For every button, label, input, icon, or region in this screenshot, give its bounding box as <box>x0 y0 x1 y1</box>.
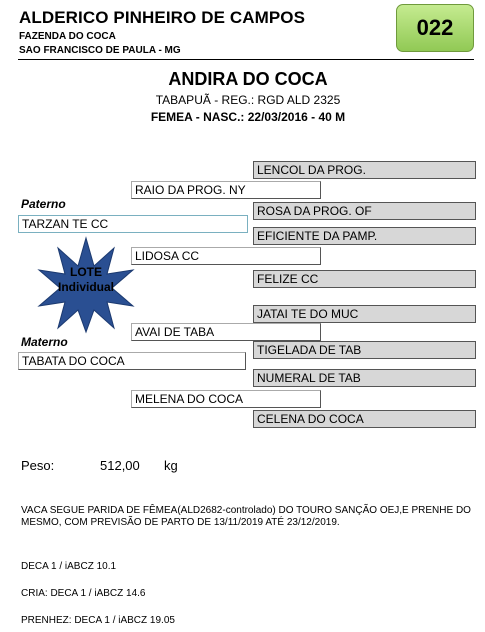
weight-value: 512,00 <box>100 458 140 473</box>
pregnancy-index: PRENHEZ: DECA 1 / iABCZ 19.05 <box>21 615 175 626</box>
star-badge-line1: LOTE <box>70 265 102 279</box>
pedigree-dam-dam: MELENA DO COCA <box>131 390 321 408</box>
pedigree-sire: TARZAN TE CC <box>18 215 248 233</box>
deca-index: DECA 1 / iABCZ 10.1 <box>21 561 117 572</box>
header-divider <box>18 59 474 60</box>
maternal-label: Materno <box>21 335 68 349</box>
pedigree-sire-sire: RAIO DA PROG. NY <box>131 181 321 199</box>
pedigree-dam-sire-sire: JATAI TE DO MUC <box>253 305 476 323</box>
weight-label: Peso: <box>21 458 55 473</box>
animal-sex-birth: FEMEA - NASC.: 22/03/2016 - 40 M <box>150 110 346 124</box>
weight-unit: kg <box>164 458 178 473</box>
star-badge-text <box>37 265 135 295</box>
paternal-label: Paterno <box>21 197 66 211</box>
farm-name: FAZENDA DO COCA <box>19 31 116 42</box>
pedigree-dam-sire: AVAI DE TABA <box>131 323 321 341</box>
owner-name: ALDERICO PINHEIRO DE CAMPOS <box>19 8 306 27</box>
pedigree-sire-sire-sire: LENCOL DA PROG. <box>253 161 476 179</box>
pedigree-dam: TABATA DO COCA <box>18 352 246 370</box>
calf-index: CRIA: DECA 1 / iABCZ 14.6 <box>21 588 146 599</box>
animal-name: ANDIRA DO COCA <box>168 69 328 89</box>
star-badge-line2: Individual <box>57 280 114 294</box>
animal-description: VACA SEGUE PARIDA DE FÊMEA(ALD2682-controlado) DO TOURO SANÇÃO OEJ,E PRENHE DO MESMO, COM PREVISÃO DE PARTO DE 13/11/2019 ATÉ 23/12/2019. <box>21 505 471 528</box>
pedigree-dam-sire-dam: TIGELADA DE TAB <box>253 341 476 359</box>
pedigree-sire-sire-dam: ROSA DA PROG. OF <box>253 202 476 220</box>
farm-location: SAO FRANCISCO DE PAULA - MG <box>19 45 181 56</box>
pedigree-sire-dam-dam: FELIZE CC <box>253 270 476 288</box>
animal-registration: TABAPUÃ - REG.: RGD ALD 2325 <box>155 93 341 107</box>
pedigree-sire-dam-sire: EFICIENTE DA PAMP. <box>253 227 476 245</box>
pedigree-dam-dam-dam: CELENA DO COCA <box>253 410 476 428</box>
lot-number-badge: 022 <box>396 4 474 52</box>
pedigree-sire-dam: LIDOSA CC <box>131 247 321 265</box>
pedigree-dam-dam-sire: NUMERAL DE TAB <box>253 369 476 387</box>
